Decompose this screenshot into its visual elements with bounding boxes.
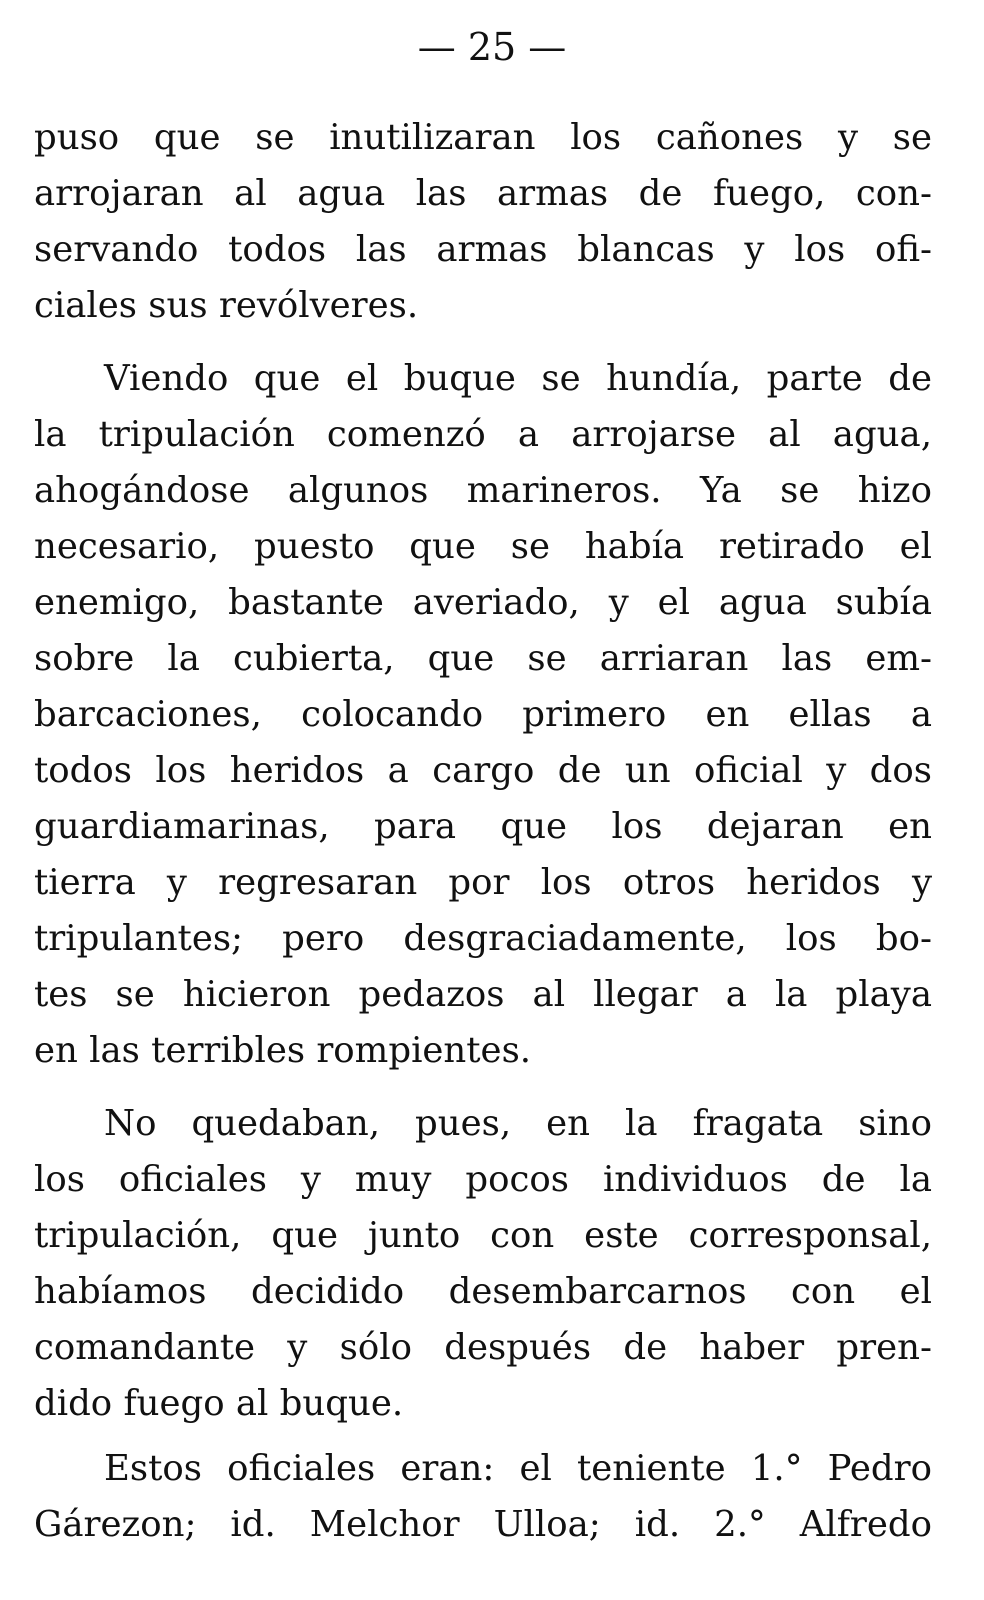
text-line: guardiamarinas, para que los dejaran en xyxy=(34,806,932,847)
text-line: Estos oficiales eran: el teniente 1.° Pedro xyxy=(104,1448,932,1489)
text-line: dido fuego al buque. xyxy=(34,1383,404,1424)
text-line: puso que se inutilizaran los cañones y se xyxy=(34,117,932,158)
paragraph-1 xyxy=(34,110,932,334)
paragraph-4 xyxy=(34,1441,932,1553)
text-line: tripulantes; pero desgraciadamente, los bo- xyxy=(34,918,932,959)
text-line: todos los heridos a cargo de un oficial y dos xyxy=(34,750,932,791)
text-line: barcaciones, colocando primero en ellas a xyxy=(34,694,932,735)
text-line: enemigo, bastante averiado, y el agua subía xyxy=(34,582,932,623)
text-line: tripulación, que junto con este corresponsal, xyxy=(34,1215,932,1256)
text-line: la tripulación comenzó a arrojarse al agua, xyxy=(34,414,932,455)
text-line: Gárezon; id. Melchor Ulloa; id. 2.° Alfredo xyxy=(34,1504,932,1545)
text-line: habíamos decidido desembarcarnos con el xyxy=(34,1271,932,1312)
text-line: necesario, puesto que se había retirado el xyxy=(34,526,932,567)
text-line: Viendo que el buque se hundía, parte de xyxy=(104,358,932,399)
text-line: tes se hicieron pedazos al llegar a la playa xyxy=(34,974,932,1015)
page-number: — 25 — xyxy=(417,25,567,69)
text-line: No quedaban, pues, en la fragata sino xyxy=(104,1103,932,1144)
text-line: comandante y sólo después de haber pren- xyxy=(34,1327,932,1368)
text-line: arrojaran al agua las armas de fuego, con- xyxy=(34,173,932,214)
text-line: sobre la cubierta, que se arriaran las em- xyxy=(34,638,932,679)
paragraph-3 xyxy=(34,1096,932,1432)
text-line: tierra y regresaran por los otros heridos y xyxy=(34,862,932,903)
text-line: en las terribles rompientes. xyxy=(34,1030,532,1071)
text-line: los oficiales y muy pocos individuos de la xyxy=(34,1159,932,1200)
text-line: ahogándose algunos marineros. Ya se hizo xyxy=(34,470,932,511)
text-line: servando todos las armas blancas y los ofi- xyxy=(34,229,932,270)
text-line: ciales sus revólveres. xyxy=(34,285,419,326)
paragraph-2 xyxy=(34,351,932,1079)
